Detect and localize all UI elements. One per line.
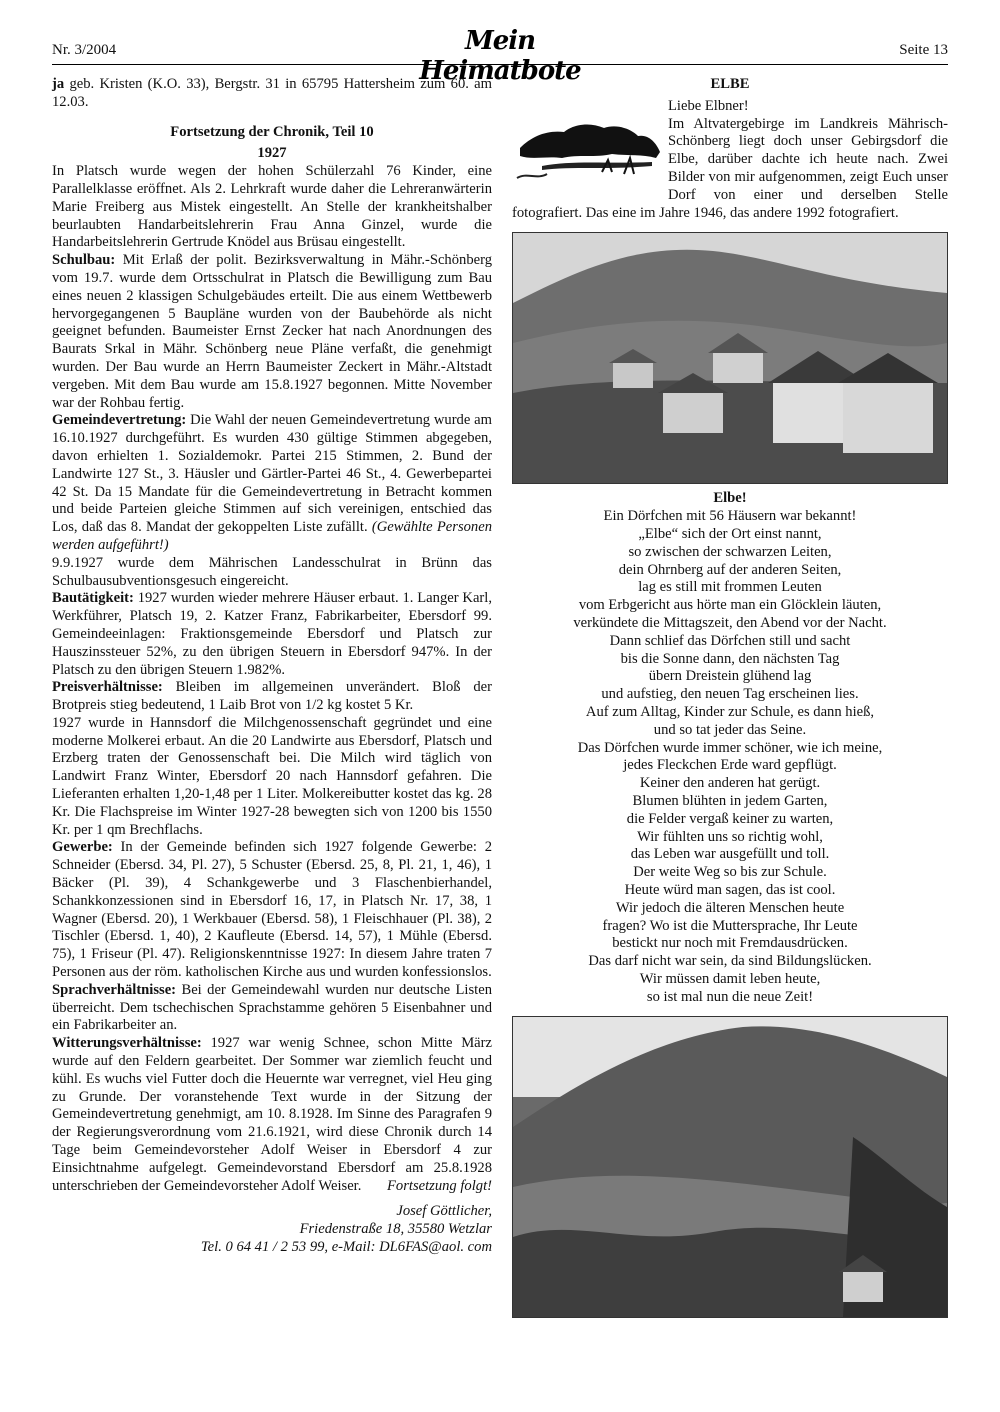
poem-line: Der weite Weg so bis zur Schule. — [633, 864, 827, 881]
poem-line: jedes Fleckchen Erde ward gepflügt. — [623, 757, 837, 774]
poem-line: die Felder vergaß keiner zu warten, — [626, 810, 834, 827]
poem-line: „Elbe“ sich der Ort einst nannt, — [638, 525, 822, 542]
poem-line: so ist mal nun die neue Zeit! — [646, 988, 814, 1005]
chronicle-year: 1927 — [257, 145, 287, 162]
poem-line: das Leben war ausgefüllt und toll. — [630, 846, 830, 863]
continued-note: Fortsetzung folgt! — [387, 1177, 492, 1194]
paragraph-schulbausubvention: 9.9.1927 wurde dem Mährischen Landesschulrat in Brünn das Schulbausubventionsgesuch eingereicht. — [52, 554, 492, 589]
poem-line: bis die Sonne dann, den nächsten Tag — [620, 650, 840, 667]
poem-line: Das Dörfchen wurde immer schöner, wie ich meine, — [577, 739, 883, 756]
elbe-title: ELBE — [710, 76, 750, 92]
section-gemeindevertretung: Gemeindevertretung: Die Wahl der neuen Gemeindevertretung wurde am 16.10.1927 durchgeführt. Es wurden 430 gültige Stimmen abgegeben, davon erhielten 1. Sozialdemokr. Partei 215 Stimmen, 2. Bund der Landwirte 127 St., 3. Häusler und Gärtler-Partei 46 St., 4. Gewerbepartei 42 St. Da 15 Mandate für die Gemeindevertretung in Betracht kommen und beide Parteien gleiche Stimmen auf sich vereinigen, entschied das Los, daß das 8. Mandat der gekoppelten Liste zufällt. (Gewählte Personen werden aufgeführt!) — [52, 412, 492, 553]
poem-line: Keiner den anderen hat gerügt. — [639, 775, 821, 792]
poem-line: Dann schlief das Dörfchen still und sacht — [609, 632, 851, 649]
masthead-logo: Mein Heimatbote — [419, 26, 581, 86]
poem-line: Blumen blühten in jedem Garten, — [632, 792, 828, 809]
poem-line: verkündete die Mittagszeit, den Abend vor der Nacht. — [573, 614, 887, 631]
poem-line: Ein Dörfchen mit 56 Häusern war bekannt! — [603, 508, 857, 525]
village-photo-1992 — [512, 1016, 948, 1318]
author-name: Josef Göttlicher, — [396, 1203, 492, 1220]
poem-line: Wir jedoch die älteren Menschen heute — [615, 899, 845, 916]
section-preisverhaeltnisse: Preisverhältnisse: Bleiben im allgemeinen unverändert. Bloß der Brotpreis stieg bedeutend, 1 Laib Brot von 1/2 kg kostet 5 Kr. — [52, 679, 492, 714]
poem-line: so zwischen der schwarzen Leiten, — [628, 543, 832, 560]
poem-line: Auf zum Alltag, Kinder zur Schule, es dann hieß, — [585, 703, 875, 720]
poem-line: und aufstieg, den neuen Tag erscheinen lies. — [601, 686, 859, 703]
letter-greeting: Liebe Elbner! — [668, 97, 749, 114]
birthday-note: ja geb. Kristen (K.O. 33), Bergstr. 31 in 65795 Hattersheim zum 60. am 12.03. — [52, 76, 492, 110]
elbe-letter — [512, 98, 948, 223]
village-photo-1946 — [512, 232, 948, 484]
poem-line: Das darf nicht war sein, da sind Bildungslücken. — [588, 953, 872, 970]
elbe-column — [512, 76, 948, 1318]
section-schulbau: Schulbau: Mit Erlaß der polit. Bezirksverwaltung in Mähr.-Schönberg vom 19.7. wurde dem Ortsschulrat in Platsch die Bewilligung zum Bau eines neuen 2 klassigen Schulgebäudes erteilt. Die aus einem Wettbewerb hervorgegangenen 5 Baupläne wurden von der Baubehörde als nicht geeignet befunden. Baumeister Ernst Zecker hat nach Anordnungen des Baurats Srkal in Mähr. Schönberg neue Pläne verfaßt, die genehmigt wurden. Der Bau wurde an Herrn Baumeister Zeckert in Mähr.-Altstadt vergeben. Mit dem Bau wurde am 15.8.1927 begonnen. Mitte November war der Rohbau fertig. — [52, 252, 492, 411]
page-number: Seite 13 — [899, 42, 948, 58]
chronicle-title: Fortsetzung der Chronik, Teil 10 — [170, 123, 374, 140]
poem-line: und so tat jeder das Seine. — [653, 721, 807, 738]
poem-line: lag es still mit frommen Leuten — [638, 579, 822, 596]
section-sprachverhaeltnisse: Sprachverhältnisse: Bei der Gemeindewahl wurden nur deutsche Listen überreicht. Dem tschechischen Sprachstamme gehören 5 Eisenbahner und ein Fabrikarbeiter an. — [52, 981, 492, 1034]
section-witterung: Witterungsverhältnisse: 1927 war wenig Schnee, schon Mitte März wurde auf den Feldern gearbeitet. Der Sommer war ziemlich feucht und kühl. Es wuchs viel Futter doch die Heuernte war verregnet, viel Heu ging zu Grunde. Der voranstehende Text wurde in der Sitzung der Gemeindevertretung genehmigt, am 10. 8.1928. Im Sinne des Paragrafen 9 der Regierungsverordnung vom 21.6.1921, wird diese Chronik durch 14 Tage beim Gemeindevorsteher Adolf Weiser in Ebersdorf 4 zur Einsichtnahme aufgelegt. Gemeindevorstand Ebersdorf am 25.8.1928 unterschrieben der Gemeindevorsteher Adolf Weiser. Fortsetzung folgt! — [52, 1035, 492, 1194]
elbe-poem — [512, 490, 948, 1006]
author-address: Friedenstraße 18, 35580 Wetzlar — [299, 1221, 492, 1238]
issue-number: Nr. 3/2004 — [52, 42, 117, 58]
poem-line: vom Erbgericht aus hörte man ein Glöcklein läuten, — [578, 597, 882, 614]
section-bautaetigkeit: Bautätigkeit: 1927 wurden wieder mehrere Häuser erbaut. 1. Langer Karl, Werkführer, Platsch 19, 2. Katzer Franz, Fabrikarbeiter, Ebersdorf 99. Gemeindeeinlagen: Fraktionsgemeinde Ebersdorf und Platsch zur Hauszinssteuer 52%, zu den übrigen Steuern in Ebersdorf 947%. In der Platsch zu den übrigen Steuern 1.982%. — [52, 590, 492, 678]
poem-line: übern Dreistein glühend lag — [648, 668, 812, 685]
paragraph-milchgenossenschaft: 1927 wurde in Hannsdorf die Milchgenossenschaft gegründet und eine moderne Molkerei erbaut. An die 20 Landwirte aus Ebersdorf, Platsch und Erzberg traten der Genossenschaft bei. Die Milch wird täglich von Landwirt Franz Winter, Ebersdorf 20 nach Hannsdorf gefahren. Die Lieferanten erhalten 1,20-1,48 per 1 Liter. Molkereibutter kostet das kg. 28 Kr. Die Flachspreise im Winter 1927-28 bewegten sich von 1200 bis 1550 Kr. per 1 qm Brechflachs. — [52, 714, 492, 838]
landscape-sketch-icon — [512, 108, 662, 190]
poem-title: Elbe! — [713, 490, 747, 507]
letter-body: Im Altvatergebirge im Landkreis Mährisch-Schönberg liegt doch unser Gebirgsdorf die Elbe, darüber dachte ich heute nach. Zwei Bilder von mir aufgenommen, zeigt Euch unser Dorf von einer und derselben Stelle fotografiert. Das eine im Jahre 1946, das andere 1992 fotografiert. — [512, 115, 948, 221]
poem-line: bestickt nur noch mit Fremdausdrücken. — [612, 935, 848, 952]
header-rule — [52, 64, 948, 65]
poem-line: Wir fühlten uns so richtig wohl, — [637, 828, 823, 845]
chronicle-column — [52, 76, 492, 1257]
section-gewerbe: Gewerbe: In der Gemeinde befinden sich 1927 folgende Gewerbe: 2 Schneider (Ebersd. 34, Pl. 27), 5 Schuster (Ebersd. 25, 8, Pl. 21, 1, 46), 1 Bäcker (Pl. 39), 4 Schankgewerbe und 3 Flaschenbierhandel, Schankkonzessionen sind in Ebersdorf 16, 17, in Platsch Nr. 17, 38, 1 Wagner (Ebersd. 20), 1 Werkbauer (Ebersd. 58), 1 Fleischhauer (Pl. 38), 2 Tischler (Ebersd. 1, 40), 2 Kaufleute (Ebersd. 14, 57), 1 Mühle (Ebersd. 75), 1 Friseur (Pl. 47). Religionskenntnisse 1927: In diesem Jahre traten 7 Personen aus der röm. katholischen Kirche aus und wurden konfessionslos. — [52, 839, 492, 981]
poem-line: Wir müssen damit leben heute, — [639, 970, 821, 987]
poem-line: Heute würd man sagen, das ist cool. — [624, 881, 836, 898]
paragraph-teachers: In Platsch wurde wegen der hohen Schülerzahl 76 Kinder, eine Parallelklasse eröffnet. Als 2. Lehrkraft wurde daher die Lehreranwärterin Marie Freiberg aus Mistek eingestellt. An Stelle der krankheitshalber beurlaubten Handarbeitslehrerin Frau Anna Ginzel, wurde die Handarbeitslehrerin Gertrude Knödel aus Brüsau eingestellt. — [52, 163, 492, 251]
poem-line: dein Ohrnberg auf der anderen Seiten, — [618, 561, 842, 578]
author-contact: Tel. 0 64 41 / 2 53 99, e-Mail: DL6FAS@aol. com — [200, 1239, 492, 1255]
poem-line: fragen? Wo ist die Muttersprache, Ihr Leute — [602, 917, 858, 934]
